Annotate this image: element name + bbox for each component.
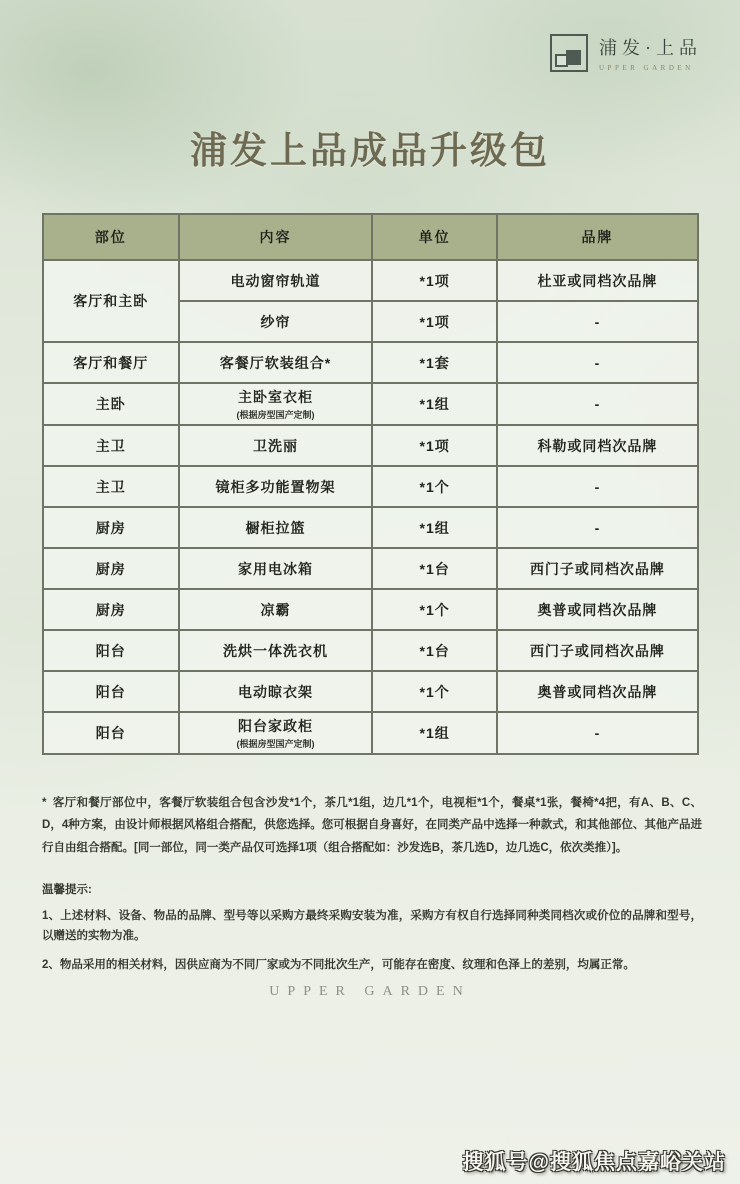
unit-cell: *1项 <box>372 301 496 342</box>
unit-cell: *1台 <box>372 548 496 589</box>
unit-cell: *1个 <box>372 589 496 630</box>
footnote <box>42 792 702 859</box>
table-row <box>43 425 698 466</box>
table-row <box>43 466 698 507</box>
part-cell: 厨房 <box>43 507 179 548</box>
table-row <box>43 630 698 671</box>
brand-cell: 杜亚或同档次品牌 <box>497 260 698 301</box>
brand-logo <box>550 34 702 72</box>
unit-cell: *1台 <box>372 630 496 671</box>
part-cell: 厨房 <box>43 548 179 589</box>
content-cell <box>179 712 373 754</box>
table-row <box>43 712 698 754</box>
brand-cell: - <box>497 342 698 383</box>
content-cell: 电动窗帘轨道 <box>179 260 373 301</box>
unit-cell: *1项 <box>372 425 496 466</box>
part-cell: 阳台 <box>43 630 179 671</box>
content-cell: 家用电冰箱 <box>179 548 373 589</box>
content-cell: 洗烘一体洗衣机 <box>179 630 373 671</box>
part-cell: 厨房 <box>43 589 179 630</box>
table-row <box>43 671 698 712</box>
header-part: 部位 <box>43 214 179 260</box>
part-cell: 客厅和餐厅 <box>43 342 179 383</box>
unit-cell: *1组 <box>372 383 496 425</box>
content-cell: 卫洗丽 <box>179 425 373 466</box>
content-main: 阳台家政柜 <box>238 718 314 734</box>
brand-cell: 西门子或同档次品牌 <box>497 548 698 589</box>
part-cell: 主卫 <box>43 425 179 466</box>
unit-cell: *1套 <box>372 342 496 383</box>
unit-cell: *1项 <box>372 260 496 301</box>
brand-cell: - <box>497 507 698 548</box>
unit-cell: *1组 <box>372 507 496 548</box>
footnote-text: 客厅和餐厅部位中，客餐厅软装组合包含沙发*1个，茶几*1组，边几*1个，电视柜*1个，餐桌*1张，餐椅*4把，有A、B、C、D，4种方案，由设计师根据风格组合搭配，供您选择。您可根据自身喜好，在同类产品中选择一种款式，和其他部位、其他产品进行自由组合搭配。[同一部位，同一类产品仅可选择1项（组合搭配如：沙发选B，茶几选D，边几选C，依次类推）]。 <box>42 797 702 854</box>
brand-cell: - <box>497 301 698 342</box>
logo-text <box>599 34 702 72</box>
table-row <box>43 383 698 425</box>
footnote-marker: * <box>42 797 47 809</box>
logo-name-en: UPPER GARDEN <box>599 64 694 72</box>
table-row <box>43 548 698 589</box>
unit-cell: *1个 <box>372 671 496 712</box>
header-content: 内容 <box>179 214 373 260</box>
header-brand: 品牌 <box>497 214 698 260</box>
brand-cell: - <box>497 383 698 425</box>
sohu-watermark: 搜狐号@搜狐焦点嘉峪关站 <box>462 1151 726 1174</box>
content-cell <box>179 383 373 425</box>
page-title: 浦发上品成品升级包 <box>190 130 550 171</box>
upgrade-table <box>42 213 699 755</box>
upgrade-table-wrap <box>42 213 699 755</box>
content-cell: 纱帘 <box>179 301 373 342</box>
brand-cell: 奥普或同档次品牌 <box>497 671 698 712</box>
tips-section <box>42 881 702 986</box>
content-note: (根据房型国产定制) <box>236 739 315 749</box>
brand-cell: - <box>497 712 698 754</box>
part-cell: 主卧 <box>43 383 179 425</box>
unit-cell: *1组 <box>372 712 496 754</box>
brand-cell: - <box>497 466 698 507</box>
table-row <box>43 342 698 383</box>
table-row <box>43 507 698 548</box>
content-cell: 客餐厅软装组合* <box>179 342 373 383</box>
content-cell: 凉霸 <box>179 589 373 630</box>
content-note: (根据房型国产定制) <box>236 410 315 420</box>
header-unit: 单位 <box>372 214 496 260</box>
unit-cell: *1个 <box>372 466 496 507</box>
brand-cell: 科勒或同档次品牌 <box>497 425 698 466</box>
tips-heading: 温馨提示: <box>42 884 92 896</box>
part-cell: 主卫 <box>43 466 179 507</box>
logo-square-fill <box>566 50 581 65</box>
brand-cell: 西门子或同档次品牌 <box>497 630 698 671</box>
nested-squares-logo-icon <box>550 34 588 72</box>
brand-cell: 奥普或同档次品牌 <box>497 589 698 630</box>
content-cell: 电动晾衣架 <box>179 671 373 712</box>
tip-item: 2、物品采用的相关材料，因供应商为不同厂家或为不同批次生产，可能存在密度、纹理和色泽上的差别，均属正常。 <box>42 959 635 972</box>
part-cell: 客厅和主卧 <box>43 260 179 342</box>
table-row <box>43 260 698 301</box>
tip-item: 1、上述材料、设备、物品的品牌、型号等以采购方最终采购安装为准，采购方有权自行选择同种类同档次或价位的品牌和型号，以赠送的实物为准。 <box>42 910 702 942</box>
table-row <box>43 589 698 630</box>
part-cell: 阳台 <box>43 671 179 712</box>
content-main: 主卧室衣柜 <box>238 389 314 405</box>
table-header-row <box>43 214 698 260</box>
content-cell: 镜柜多功能置物架 <box>179 466 373 507</box>
content-cell: 橱柜拉篮 <box>179 507 373 548</box>
part-cell: 阳台 <box>43 712 179 754</box>
logo-name-cn: 浦发·上品 <box>599 38 702 58</box>
footer-brand-text: UPPER GARDEN <box>269 984 471 999</box>
